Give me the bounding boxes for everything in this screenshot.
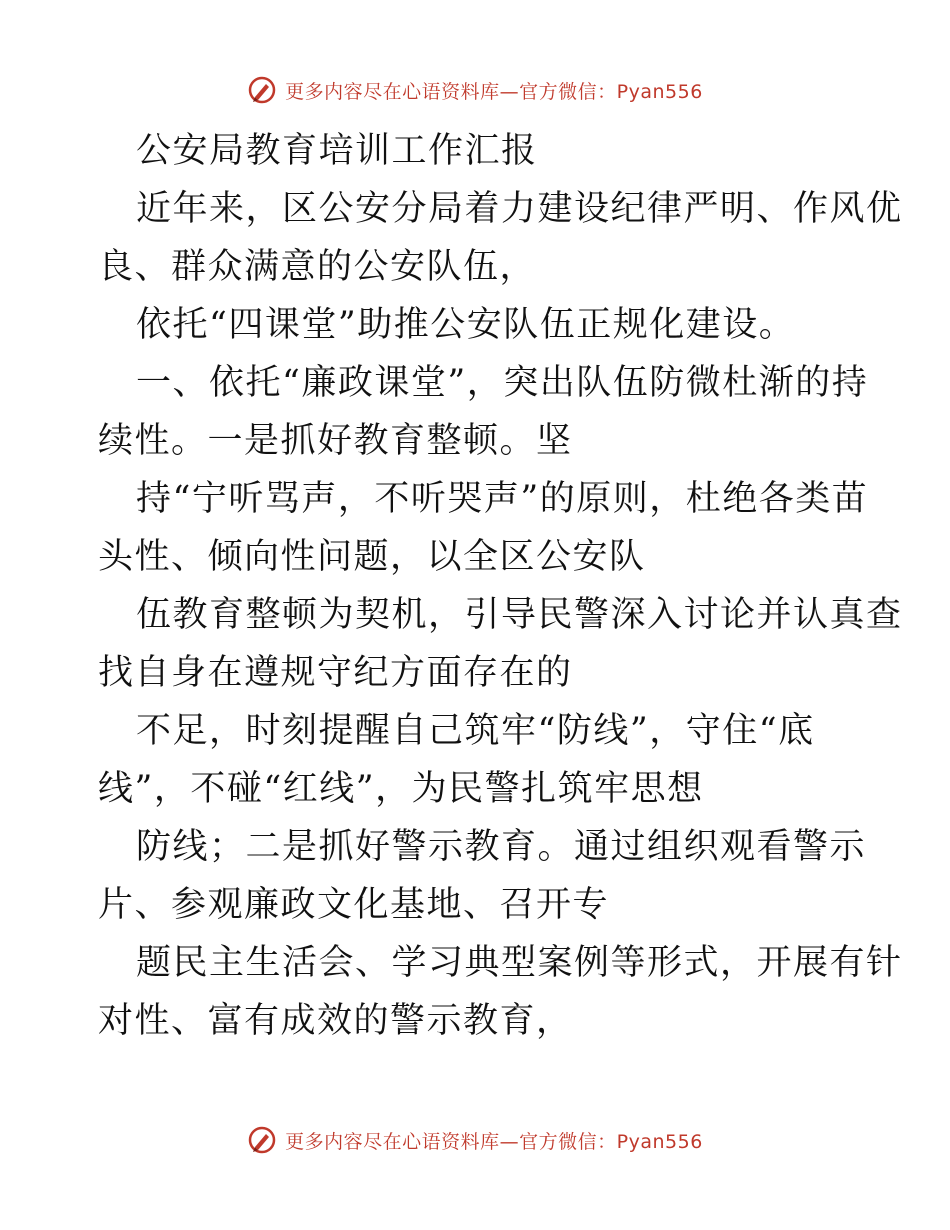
paragraph-line: 持“宁听骂声，不听哭声”的原则，杜绝各类苗 xyxy=(136,479,869,519)
paragraph-line: 头性、倾向性问题，以全区公安队 xyxy=(98,537,646,577)
paragraph-line: 一、依托“廉政课堂”，突出队伍防微杜渐的持 xyxy=(136,363,869,403)
paragraph-line: 防线；二是抓好警示教育。通过组织观看警示 xyxy=(136,827,867,867)
document-title: 公安局教育培训工作汇报 xyxy=(136,131,538,171)
paragraph-line: 伍教育整顿为契机，引导民警深入讨论并认真查 xyxy=(136,595,903,635)
pen-logo-icon xyxy=(247,1125,277,1155)
paragraph-line: 片、参观廉政文化基地、召开专 xyxy=(98,885,610,925)
paragraph-line: 近年来，区公安分局着力建设纪律严明、作风优 xyxy=(136,189,903,229)
header-banner xyxy=(0,70,950,110)
pen-logo-icon xyxy=(247,75,277,105)
paragraph-line: 不足，时刻提醒自己筑牢“防线”，守住“底 xyxy=(136,711,815,751)
header-banner-text: 更多内容尽在心语资料库—官方微信：Pyan556 xyxy=(285,80,703,103)
paragraph-line: 线”，不碰“红线”，为民警扎筑牢思想 xyxy=(98,769,704,809)
document-body xyxy=(98,122,903,1050)
paragraph-line: 续性。一是抓好教育整顿。坚 xyxy=(98,421,573,461)
footer-banner-text: 更多内容尽在心语资料库—官方微信：Pyan556 xyxy=(285,1130,703,1153)
paragraph-line: 找自身在遵规守纪方面存在的 xyxy=(98,653,573,693)
paragraph-line: 良、群众满意的公安队伍， xyxy=(98,247,537,287)
paragraph-line: 题民主生活会、学习典型案例等形式，开展有针 xyxy=(136,943,903,983)
paragraph-line: 依托“四课堂”助推公安队伍正规化建设。 xyxy=(136,305,796,345)
paragraph-line: 对性、富有成效的警示教育， xyxy=(98,1001,573,1041)
footer-banner xyxy=(0,1120,950,1160)
